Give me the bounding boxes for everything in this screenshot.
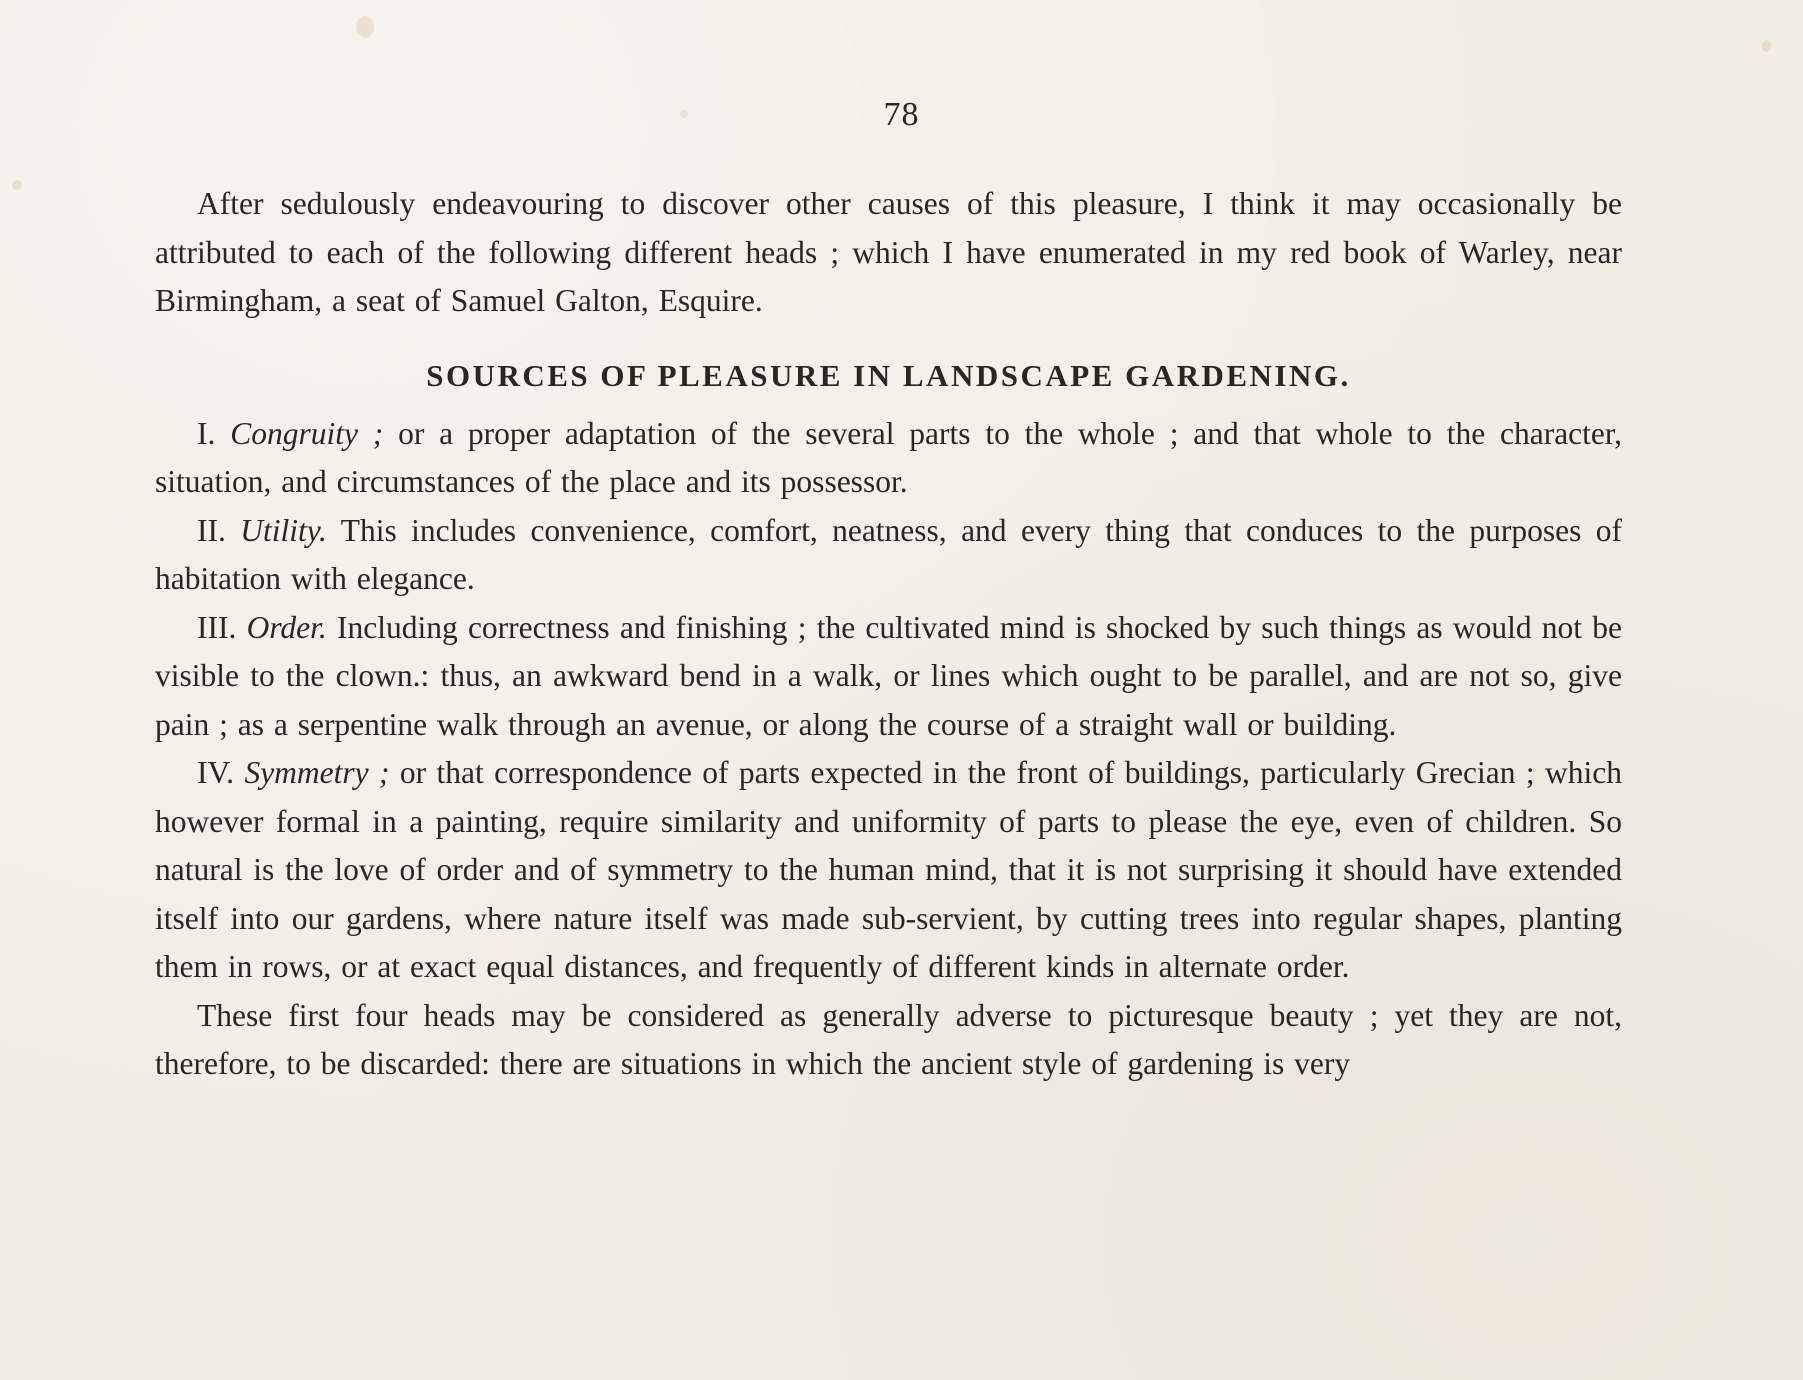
item-text: or a proper adaptation of the several parts to the whole ; and that whole to the character, situation, and circumstances of the place and its possessor. xyxy=(155,415,1622,499)
item-term: Order. xyxy=(246,609,327,645)
intro-paragraph: After sedulously endeavouring to discover other causes of this pleasure, I think it may occasionally be attributed to each of the following different heads ; which I have enumerated in my red book of Warley, near Birmingham, a seat of Samuel Galton, Esquire. xyxy=(155,186,1622,318)
list-item xyxy=(155,507,1622,604)
item-numeral: I. xyxy=(197,415,216,451)
closing-paragraph: These first four heads may be considered as generally adverse to picturesque beauty ; yet they are not, therefore, to be discarded: there are situations in which the ancient style of gardening is very xyxy=(155,997,1622,1081)
item-numeral: II. xyxy=(197,512,226,548)
paper-stain xyxy=(1762,40,1771,52)
item-text: Including correctness and finishing ; the cultivated mind is shocked by such things as would not be visible to the clown.: thus, an awkward bend in a walk, or lines which ought to be parallel, and are not so, give pain ; as a serpentine walk through an avenue, or along the course of a straight wall or building. xyxy=(155,609,1623,742)
page-number: 78 xyxy=(883,96,920,133)
item-numeral: IV. xyxy=(197,755,235,790)
item-term: Symmetry ; xyxy=(244,755,390,790)
item-term: Utility. xyxy=(240,512,327,548)
item-term: Congruity ; xyxy=(230,415,384,451)
paper-stain xyxy=(356,16,374,38)
list-item xyxy=(155,604,1622,750)
section-heading: SOURCES OF PLEASURE IN LANDSCAPE GARDENING. xyxy=(426,357,1351,393)
list-item xyxy=(155,410,1622,507)
item-text: or that correspondence of parts expected in the front of buildings, particularly Grecian ; which however formal in a painting, require similarity and uniformity of parts to please the eye, even of children. So natural is the love of order and of symmetry to the human mind, that it is not surprising it should have extended itself into our gardens, where nature itself was made sub-servient, by cutting trees into regular shapes, planting them in rows, or at exact equal distances, and frequently of different kinds in alternate order. xyxy=(155,755,1622,984)
item-numeral: III. xyxy=(197,609,237,645)
item-text: This includes convenience, comfort, neatness, and every thing that conduces to the purposes of habitation with elegance. xyxy=(155,512,1622,596)
paper-stain xyxy=(12,180,22,190)
list-item xyxy=(155,749,1622,992)
body-text xyxy=(155,180,1622,1089)
